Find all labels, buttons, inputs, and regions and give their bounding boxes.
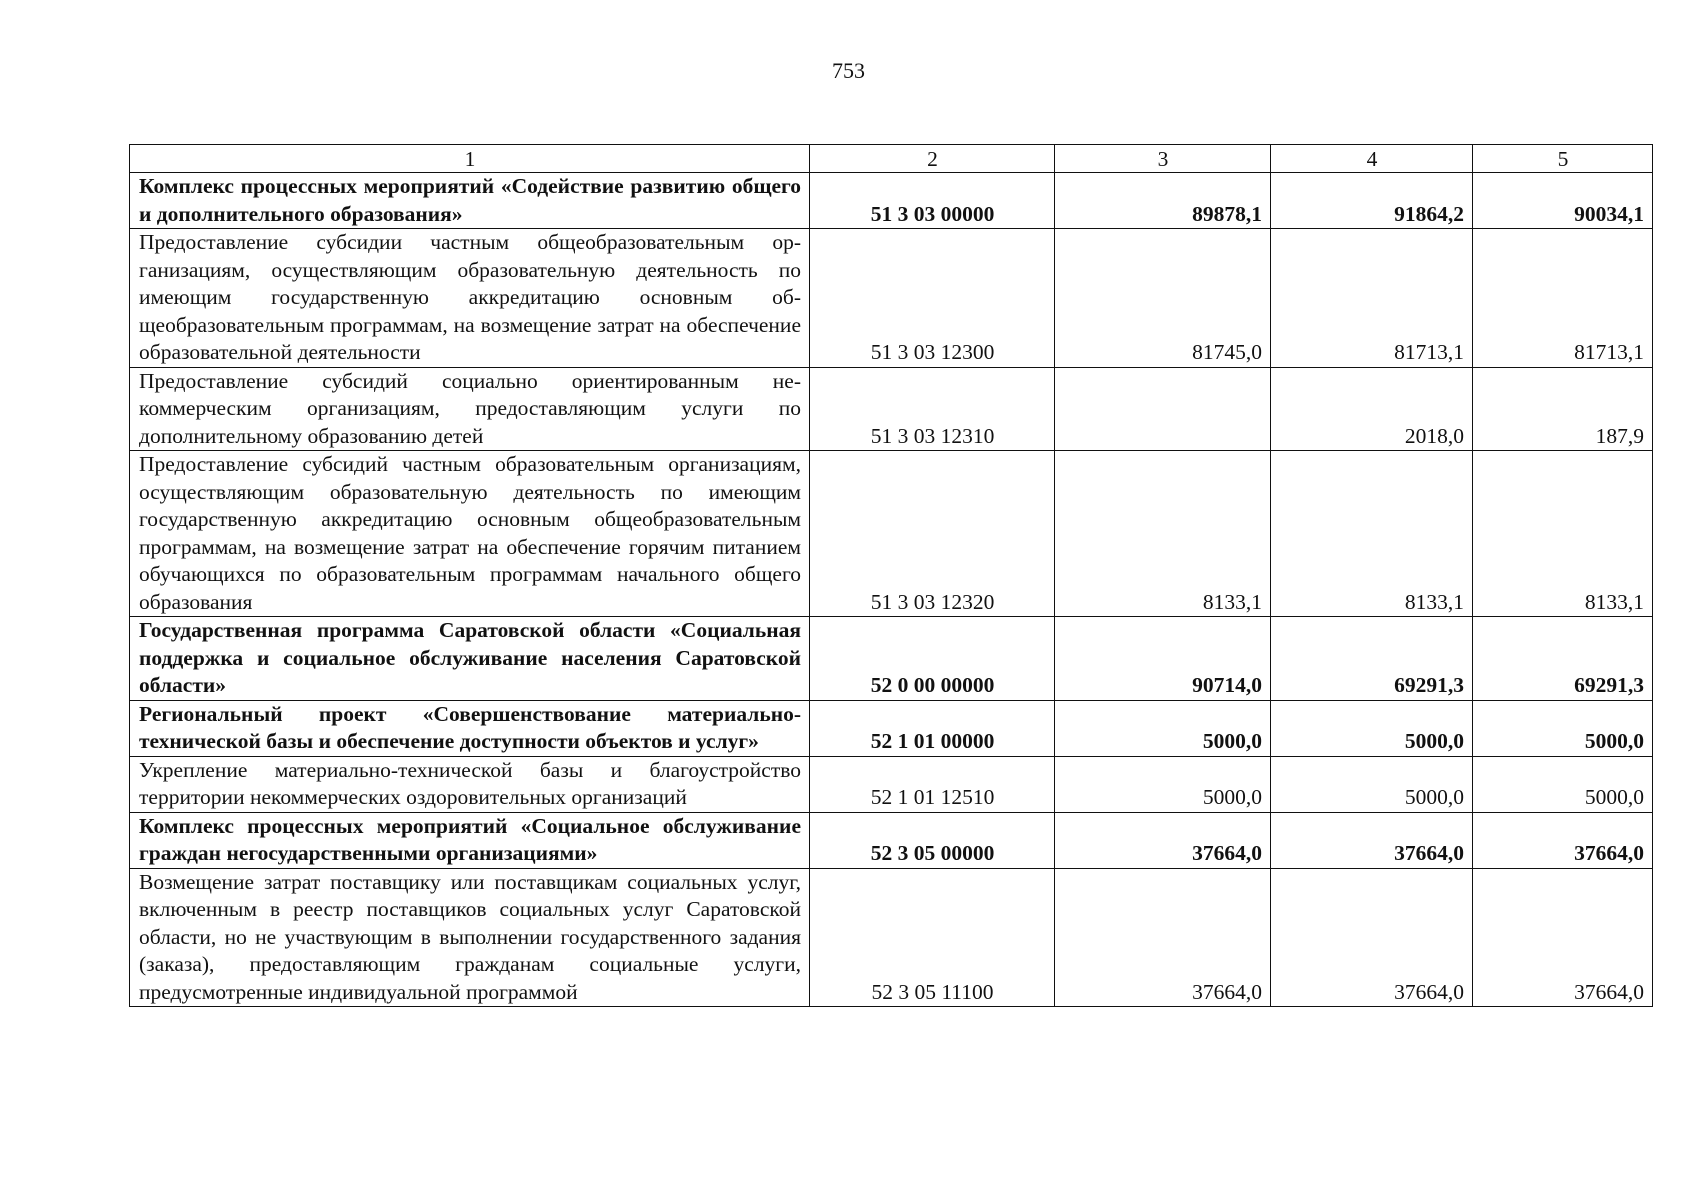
row-value-col4: 5000,0: [1271, 700, 1473, 756]
column-header-1: 1: [130, 145, 810, 173]
row-code-cell: 52 3 05 11100: [810, 868, 1055, 1007]
row-value-col5: 8133,1: [1473, 451, 1653, 617]
header-row: [130, 145, 1653, 173]
table-row: [130, 229, 1653, 368]
row-value-col3: 8133,1: [1055, 451, 1271, 617]
row-code-cell: 52 0 00 00000: [810, 617, 1055, 701]
row-code-cell: 51 3 03 12320: [810, 451, 1055, 617]
row-name-cell: Предоставление субсидии частным общеобразовательным организациям, осуществляющим образовательную деятельность по имеющим государственную аккредитацию основным общеобразовательным программам, на возмещение затрат на обеспечение образовательной деятельности: [130, 229, 810, 368]
row-name-cell: Возмещение затрат поставщику или поставщикам социальных услуг, включенным в реестр поставщиков социальных услуг Саратовской области, но не участвующим в выполнении государственного задания (заказа), предоставляющим гражданам социальные услуги, предусмотренные индивидуальной программой: [130, 868, 810, 1007]
table-row: [130, 173, 1653, 229]
row-value-col5: 81713,1: [1473, 229, 1653, 368]
row-value-col3: [1055, 367, 1271, 451]
row-name-cell: Региональный проект «Совершенствование материально-технической базы и обеспечение доступности объектов и услуг»: [130, 700, 810, 756]
row-value-col5: 90034,1: [1473, 173, 1653, 229]
row-code-cell: 52 1 01 12510: [810, 756, 1055, 812]
row-value-col4: 2018,0: [1271, 367, 1473, 451]
page-number: 753: [832, 58, 865, 83]
row-value-col4: 8133,1: [1271, 451, 1473, 617]
row-code-cell: 52 1 01 00000: [810, 700, 1055, 756]
column-header-3: 3: [1055, 145, 1271, 173]
row-value-col3: 5000,0: [1055, 700, 1271, 756]
row-name-cell: Предоставление субсидий частным образовательным организациям, осуществляющим образовательную деятельность по имеющим государственную аккредитацию основным общеобразовательным программам, на возмещение затрат на обеспечение горячим питанием обучающихся по образовательным программам начального общего образования: [130, 451, 810, 617]
row-name-cell: Комплекс процессных мероприятий «Социальное обслуживание граждан негосударственными организациями»: [130, 812, 810, 868]
row-name-cell: Государственная программа Саратовской области «Социальная поддержка и социальное обслуживание населения Саратовской области»: [130, 617, 810, 701]
row-code-cell: 52 3 05 00000: [810, 812, 1055, 868]
row-code-cell: 51 3 03 00000: [810, 173, 1055, 229]
column-header-4: 4: [1271, 145, 1473, 173]
row-value-col4: 91864,2: [1271, 173, 1473, 229]
row-value-col4: 37664,0: [1271, 812, 1473, 868]
table-row: [130, 812, 1653, 868]
row-value-col4: 81713,1: [1271, 229, 1473, 368]
row-value-col4: 37664,0: [1271, 868, 1473, 1007]
column-header-5: 5: [1473, 145, 1653, 173]
row-value-col5: 37664,0: [1473, 868, 1653, 1007]
row-value-col3: 90714,0: [1055, 617, 1271, 701]
table-row: [130, 367, 1653, 451]
row-code-cell: 51 3 03 12300: [810, 229, 1055, 368]
table-row: [130, 700, 1653, 756]
table-row: [130, 451, 1653, 617]
row-value-col3: 89878,1: [1055, 173, 1271, 229]
row-name-cell: Комплекс процессных мероприятий «Содействие развитию общего и дополнительного образования»: [130, 173, 810, 229]
row-value-col4: 69291,3: [1271, 617, 1473, 701]
table-row: [130, 756, 1653, 812]
row-code-cell: 51 3 03 12310: [810, 367, 1055, 451]
row-value-col3: 37664,0: [1055, 812, 1271, 868]
budget-table: [129, 144, 1653, 1007]
table-row: [130, 617, 1653, 701]
table-row: [130, 868, 1653, 1007]
column-header-2: 2: [810, 145, 1055, 173]
table-body: [130, 173, 1653, 1007]
row-name-cell: Укрепление материально-технической базы и благоустройство территории некоммерческих оздоровительных организаций: [130, 756, 810, 812]
row-value-col3: 37664,0: [1055, 868, 1271, 1007]
row-name-cell: Предоставление субсидий социально ориентированным некоммерческим организациям, предоставляющим услуги по дополнительному образованию детей: [130, 367, 810, 451]
row-value-col5: 5000,0: [1473, 700, 1653, 756]
row-value-col3: 81745,0: [1055, 229, 1271, 368]
row-value-col5: 187,9: [1473, 367, 1653, 451]
row-value-col5: 69291,3: [1473, 617, 1653, 701]
row-value-col5: 5000,0: [1473, 756, 1653, 812]
row-value-col4: 5000,0: [1271, 756, 1473, 812]
row-value-col5: 37664,0: [1473, 812, 1653, 868]
row-value-col3: 5000,0: [1055, 756, 1271, 812]
